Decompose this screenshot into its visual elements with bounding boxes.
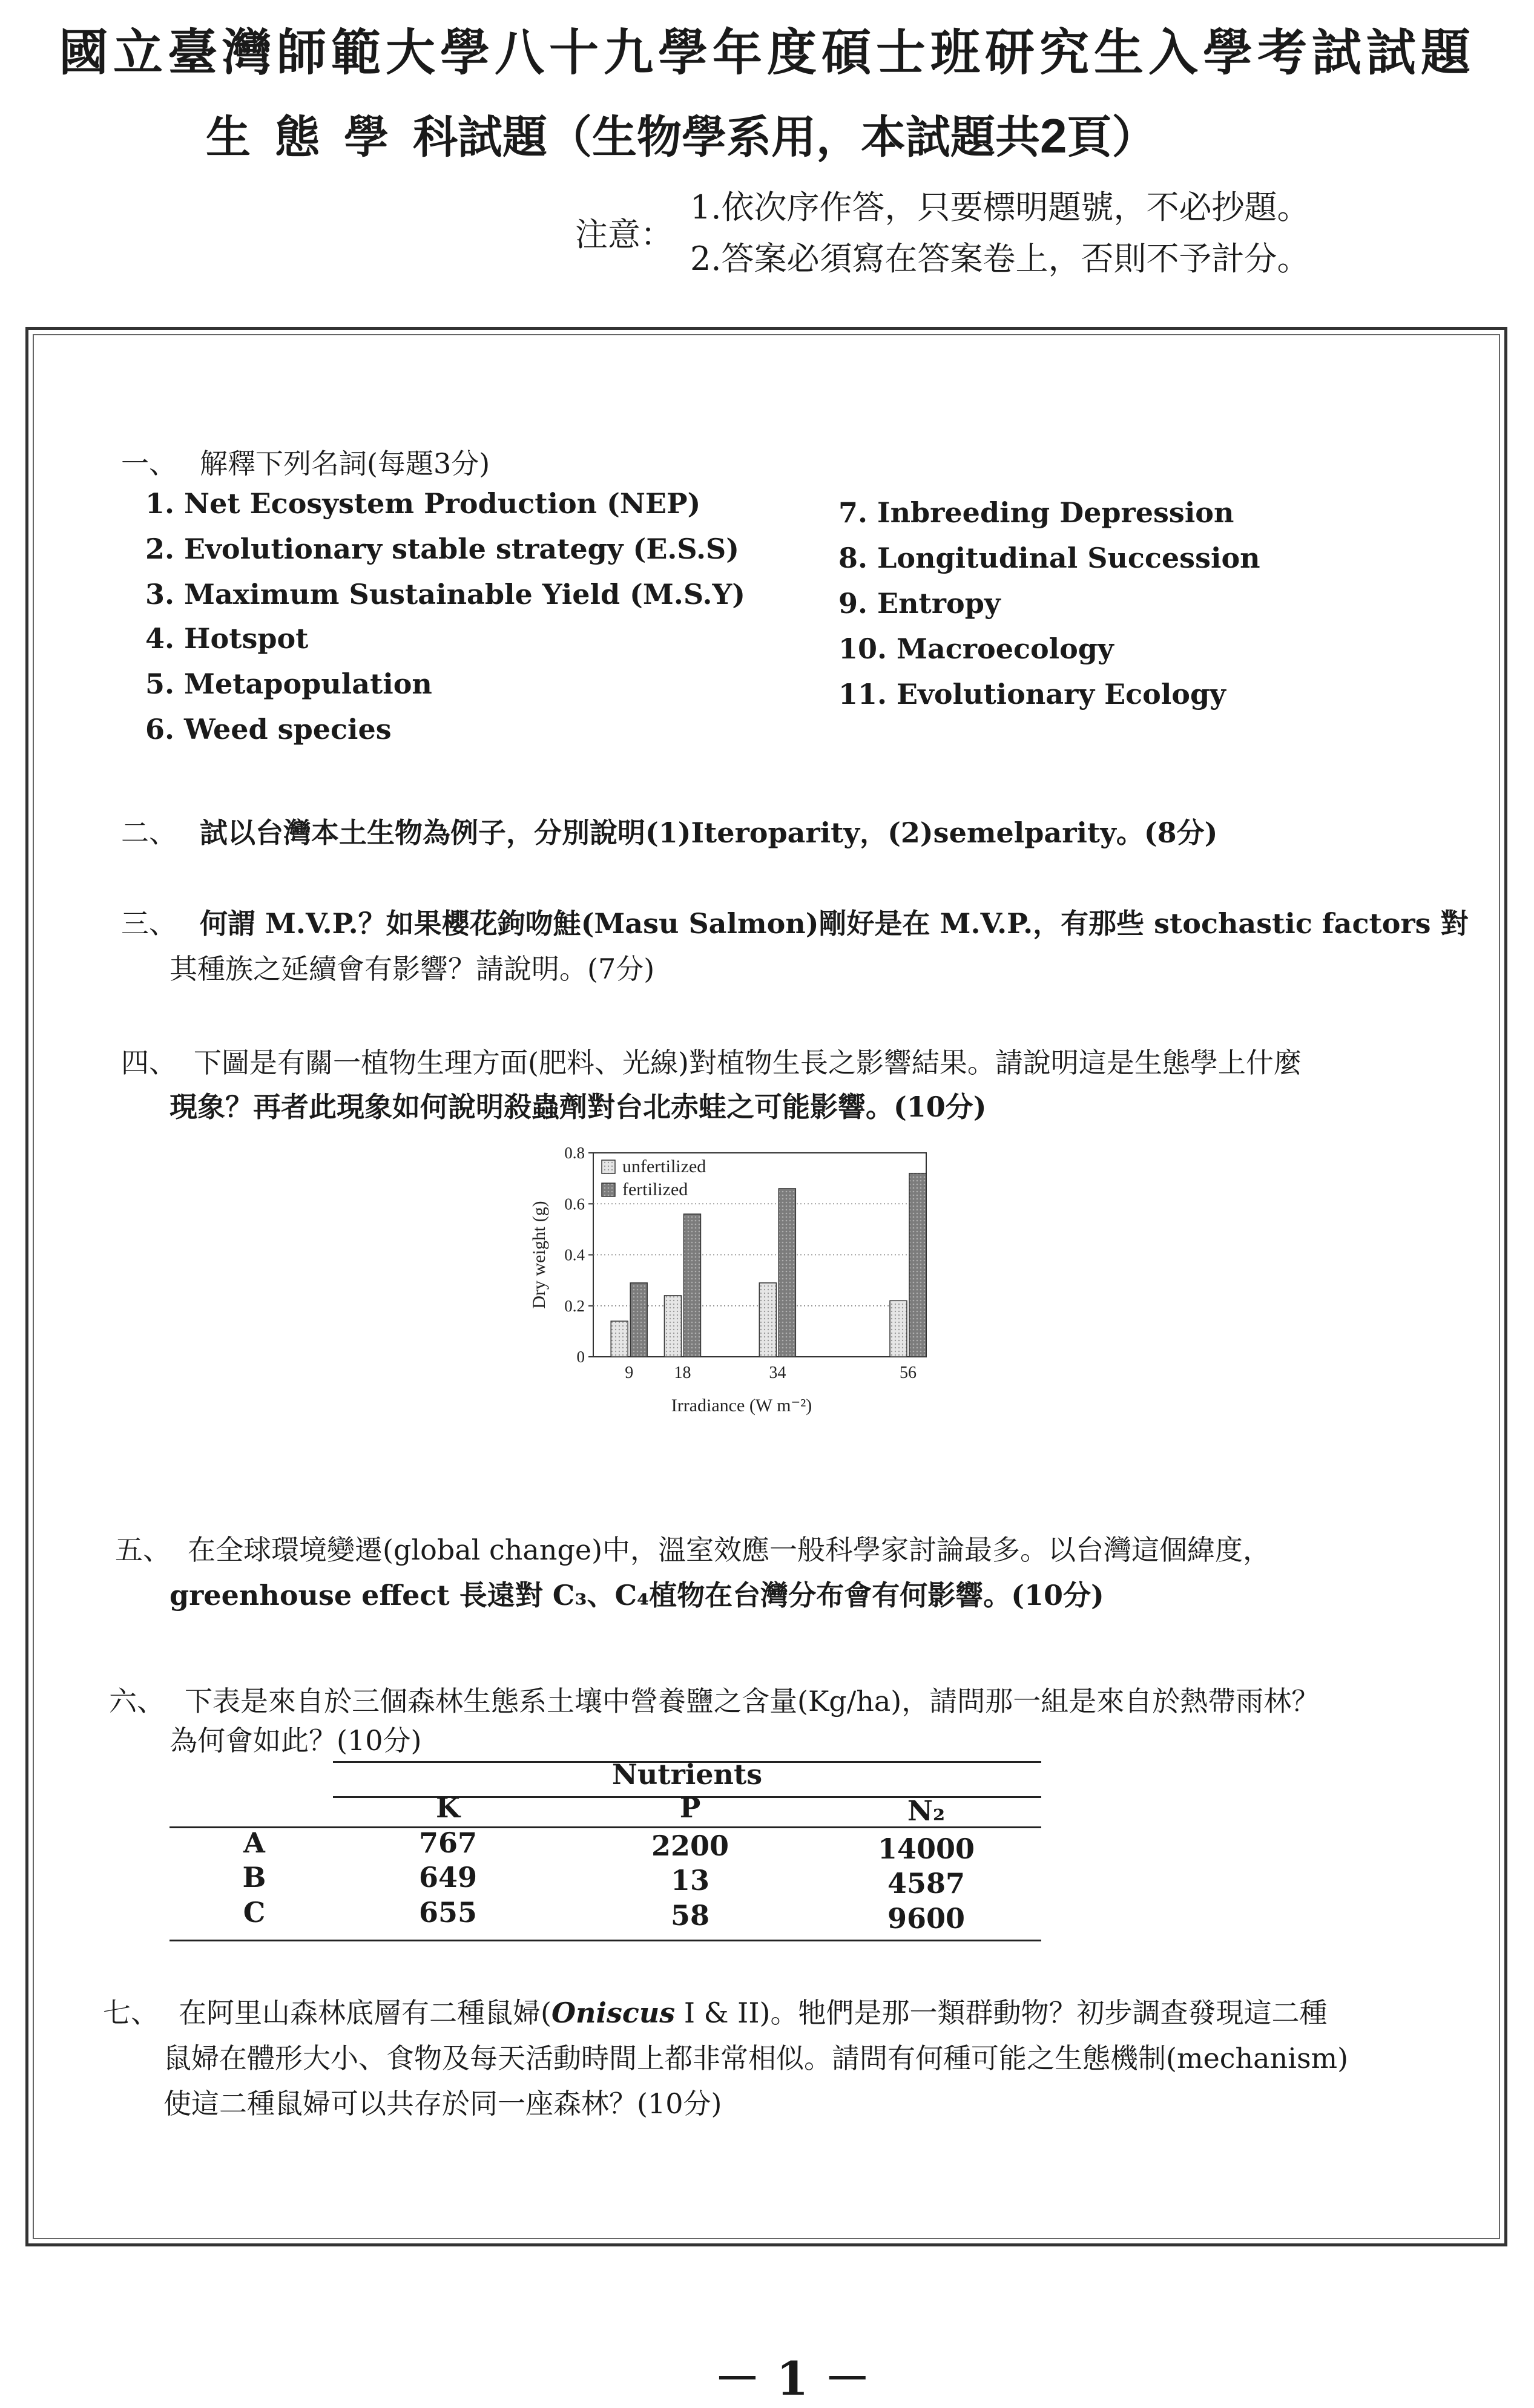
subtitle-rest: 科試題（生物學系用，本試題共 [413, 111, 1040, 163]
table-rule-header [170, 1826, 1041, 1828]
q1-prompt: 解釋下列名詞(每題3分) [200, 447, 490, 480]
bar-fertilized [779, 1189, 795, 1357]
table-cell: 13 [670, 1864, 709, 1897]
term-item: 9. Entropy [838, 587, 1001, 620]
term-item: 11. Evolutionary Ecology [838, 678, 1226, 710]
q7-line-3: 使這二種鼠婦可以共存於同一座森林？(10分) [163, 2087, 722, 2120]
q3-number: 三、 [121, 907, 177, 940]
legend-label: unfertilized [622, 1156, 706, 1176]
q4-line-2: 現象？再者此現象如何說明殺蟲劑對台北赤蛙之可能影響。(10分) [170, 1091, 987, 1123]
row-label: C [243, 1896, 266, 1929]
col-header-n2: N₂ [907, 1794, 946, 1827]
x-axis-label: Irradiance (W m⁻²) [671, 1396, 812, 1416]
x-tick-label: 34 [769, 1363, 786, 1382]
dry-weight-bar-chart [509, 1132, 969, 1428]
bar-fertilized [630, 1283, 647, 1357]
notice-line-2: 2.答案必須寫在答案卷上，否則不予計分。 [690, 240, 1310, 278]
x-tick-label: 9 [625, 1363, 634, 1382]
q4-line-1: 下圖是有關一植物生理方面(肥料、光線)對植物生長之影響結果。請說明這是生態學上什麼 [194, 1046, 1302, 1079]
q6-line-1: 下表是來自於三個森林生態系土壤中營養鹽之含量(Kg/ha)，請問那一組是來自於熱帶雨林？ [185, 1685, 1320, 1717]
bar-fertilized [683, 1214, 700, 1357]
row-label: A [243, 1826, 265, 1859]
q7-number: 七、 [103, 1996, 159, 2029]
table-cell: 58 [670, 1899, 709, 1932]
q5-number: 五、 [115, 1534, 171, 1566]
notice-label: 注意： [575, 215, 673, 254]
term-item: 4. Hotspot [145, 622, 309, 655]
q4-number: 四、 [121, 1046, 177, 1079]
exam-subtitle [206, 102, 1157, 166]
y-tick-label: 0.4 [564, 1245, 585, 1264]
y-tick-label: 0.2 [564, 1296, 585, 1315]
bar-unfertilized [759, 1283, 776, 1357]
x-tick-label: 56 [900, 1363, 917, 1382]
q7-line-1: 在阿里山森林底層有二種鼠婦(Oniscus I & II)。牠們是那一類群動物？初步調查發現這二種 [179, 1996, 1328, 2029]
y-axis-label: Dry weight (g) [529, 1201, 549, 1309]
x-tick-label: 18 [674, 1363, 691, 1382]
q1-number: 一、 [121, 447, 177, 480]
term-item: 2. Evolutionary stable strategy (E.S.S) [145, 533, 739, 565]
exam-title: 國立臺灣師範大學八十九學年度碩士班研究生入學考試試題 [58, 24, 1475, 82]
q2-text: 試以台灣本土生物為例子，分別說明(1)Iteroparity，(2)semelparity。(8分) [200, 816, 1218, 849]
table-cell: 655 [418, 1896, 478, 1929]
q6-line-2: 為何會如此？(10分) [170, 1724, 422, 1757]
table-cell: 14000 [877, 1832, 975, 1865]
subtitle-end: 頁） [1067, 111, 1157, 163]
table-rule-bottom [170, 1940, 1041, 1941]
q6-number: 六、 [109, 1685, 165, 1717]
term-item: 5. Metapopulation [145, 668, 432, 700]
legend-label: fertilized [622, 1179, 688, 1199]
col-header-k: K [436, 1791, 460, 1824]
table-cell: 649 [418, 1861, 478, 1894]
bar-unfertilized [664, 1296, 681, 1357]
row-label: B [242, 1861, 266, 1894]
term-item: 3. Maximum Sustainable Yield (M.S.Y) [145, 578, 746, 611]
y-tick-label: 0 [576, 1348, 585, 1366]
table-cell: 2200 [651, 1829, 729, 1862]
term-item: 1. Net Ecosystem Production (NEP) [145, 487, 701, 520]
y-tick-label: 0.6 [564, 1195, 585, 1213]
q2-number: 二、 [121, 816, 177, 849]
q3-line-2: 其種族之延續會有影響？請說明。(7分) [170, 953, 655, 985]
term-item: 7. Inbreeding Depression [838, 496, 1234, 529]
notice-line-1: 1.依次序作答，只要標明題號，不必抄題。 [690, 188, 1310, 226]
y-tick-label: 0.8 [564, 1144, 585, 1162]
subject-name: 生態學 [206, 111, 413, 163]
q5-line-1: 在全球環境變遷(global change)中，溫室效應一般科學家討論最多。以台灣這個緯度， [188, 1534, 1271, 1566]
legend-swatch [602, 1160, 615, 1173]
bar-unfertilized [890, 1301, 907, 1357]
term-item: 6. Weed species [145, 713, 392, 746]
table-cell: 4587 [887, 1867, 966, 1900]
page-count: 2 [1040, 109, 1067, 163]
bar-unfertilized [611, 1321, 628, 1357]
bar-fertilized [909, 1173, 926, 1357]
col-header-p: P [679, 1791, 701, 1824]
table-cell: 767 [418, 1826, 478, 1859]
table-cell: 9600 [887, 1902, 966, 1935]
term-item: 10. Macroecology [838, 632, 1114, 665]
table-group-header: Nutrients [611, 1758, 763, 1791]
legend-swatch [602, 1183, 615, 1196]
q7-line-2: 鼠婦在體形大小、食物及每天活動時間上都非常相似。請問有何種可能之生態機制(mechanism) [163, 2042, 1349, 2075]
q3-line-1: 何謂 M.V.P.？如果櫻花鉤吻鮭(Masu Salmon)剛好是在 M.V.P.，有那些 stochastic factors 對 [200, 907, 1469, 940]
term-item: 8. Longitudinal Succession [838, 542, 1260, 574]
q5-line-2: greenhouse effect 長遠對 C₃、C₄植物在台灣分布會有何影響。(10分) [170, 1579, 1104, 1612]
page-number: － 1 － [714, 2352, 871, 2406]
